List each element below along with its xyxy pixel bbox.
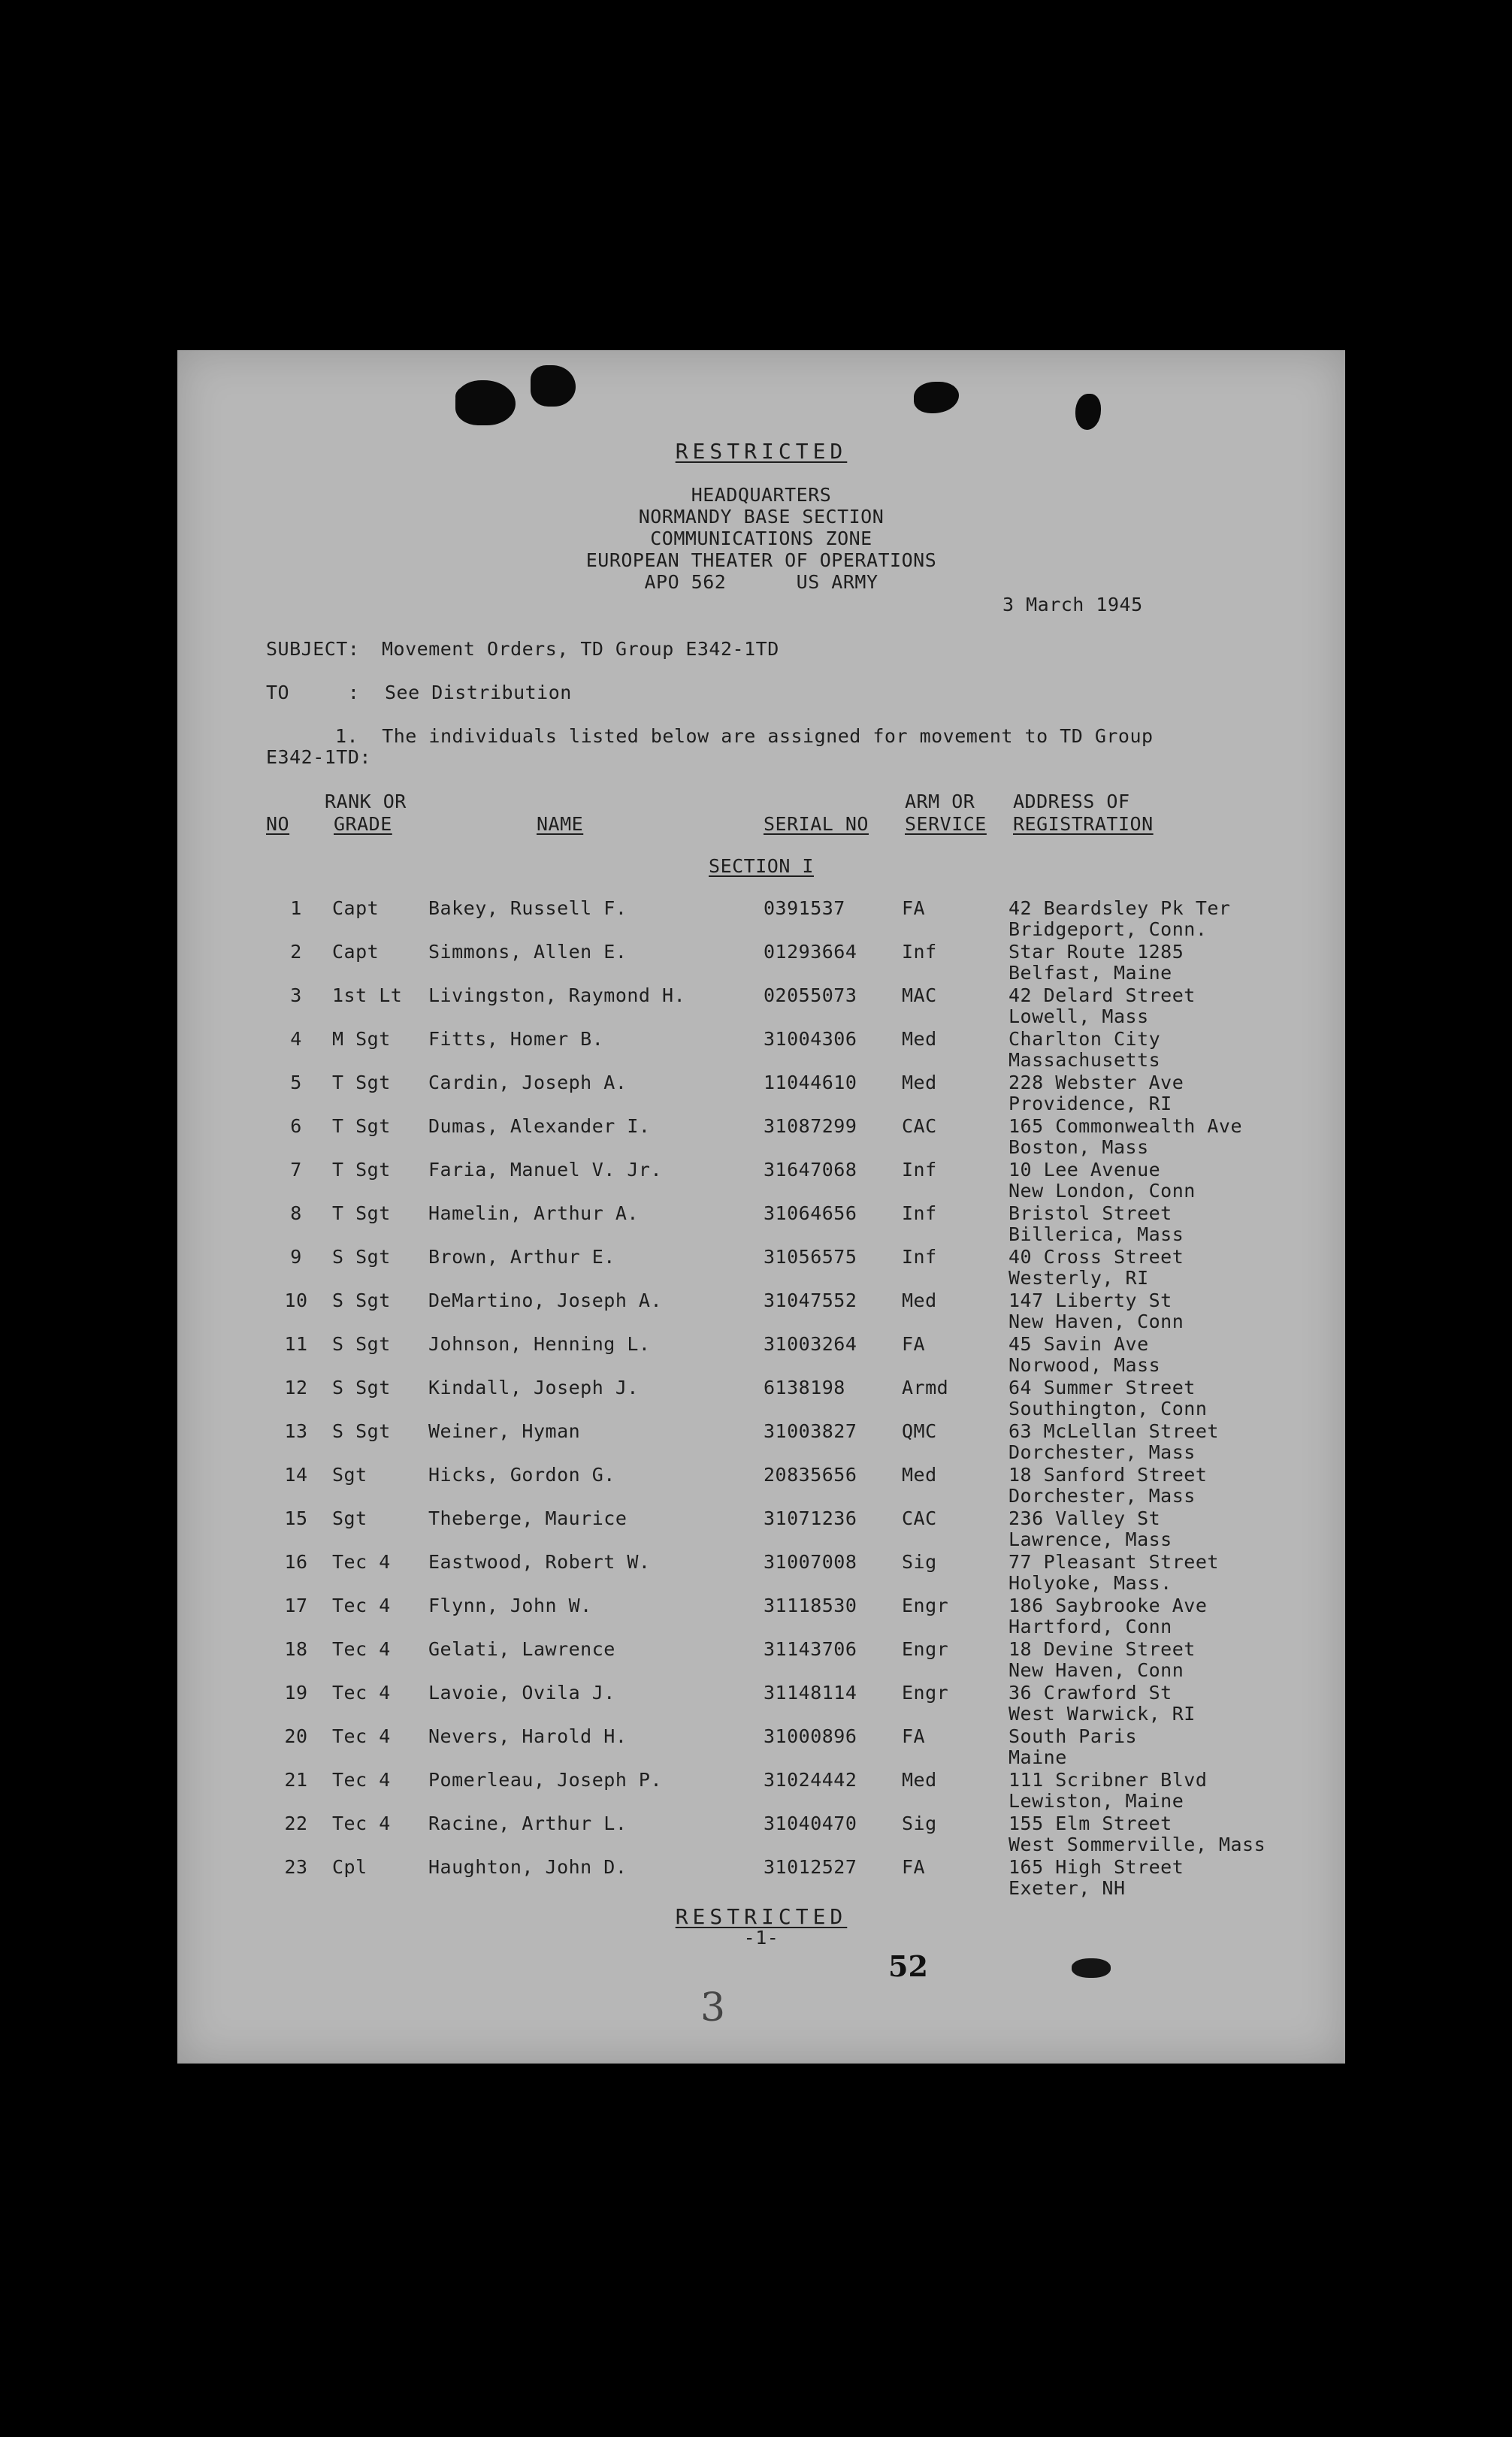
row-number: 7 — [290, 1159, 302, 1181]
row-number: 5 — [290, 1072, 302, 1093]
row-rank: S Sgt — [332, 1290, 391, 1311]
row-serial: 31148114 — [764, 1682, 857, 1704]
row-address-line-2: Southington, Conn — [1009, 1398, 1208, 1420]
row-rank: M Sgt — [332, 1028, 391, 1050]
to-text: See Distribution — [385, 682, 572, 703]
punch-hole-center — [914, 382, 959, 413]
row-name: Dumas, Alexander I. — [428, 1115, 651, 1137]
row-arm-service: QMC — [902, 1420, 937, 1442]
row-rank: S Sgt — [332, 1377, 391, 1398]
row-rank: Tec 4 — [332, 1813, 391, 1834]
row-serial: 6138198 — [764, 1377, 845, 1398]
row-name: Brown, Arthur E. — [428, 1246, 615, 1268]
subject-label: SUBJECT: — [266, 638, 360, 660]
row-rank: Capt — [332, 941, 380, 963]
row-rank: T Sgt — [332, 1072, 391, 1093]
row-arm-service: Engr — [902, 1638, 949, 1660]
row-number: 8 — [290, 1202, 302, 1224]
col-header-arm-2: SERVICE — [905, 813, 987, 835]
row-number: 16 — [284, 1551, 308, 1573]
row-address-line-1: 236 Valley St — [1009, 1507, 1161, 1529]
row-serial: 31071236 — [764, 1507, 857, 1529]
col-header-rank-1: RANK OR — [325, 791, 407, 812]
row-serial: 31007008 — [764, 1551, 857, 1573]
row-name: Theberge, Maurice — [428, 1507, 627, 1529]
row-serial: 31056575 — [764, 1246, 857, 1268]
row-serial: 31087299 — [764, 1115, 857, 1137]
row-serial: 31647068 — [764, 1159, 857, 1181]
row-name: Gelati, Lawrence — [428, 1638, 615, 1660]
col-header-name: NAME — [537, 813, 584, 835]
row-address-line-2: Billerica, Mass — [1009, 1223, 1184, 1245]
torn-hole-left-2 — [531, 365, 576, 407]
row-serial: 20835656 — [764, 1464, 857, 1486]
row-address-line-2: Massachusetts — [1009, 1049, 1161, 1071]
paragraph-1-line-2: E342-1TD: — [266, 746, 371, 768]
col-header-arm-1: ARM OR — [905, 791, 975, 812]
row-rank: T Sgt — [332, 1159, 391, 1181]
ink-blot — [1072, 1958, 1111, 1978]
row-arm-service: Inf — [902, 941, 937, 963]
row-address-line-1: 40 Cross Street — [1009, 1246, 1184, 1268]
row-arm-service: Engr — [902, 1682, 949, 1704]
row-name: Kindall, Joseph J. — [428, 1377, 639, 1398]
row-number: 2 — [290, 941, 302, 963]
row-number: 12 — [284, 1377, 308, 1398]
row-address-line-2: Exeter, NH — [1009, 1877, 1126, 1899]
row-serial: 31047552 — [764, 1290, 857, 1311]
row-address-line-1: 186 Saybrooke Ave — [1009, 1595, 1208, 1616]
classification-top: RESTRICTED — [675, 439, 848, 464]
row-name: Eastwood, Robert W. — [428, 1551, 651, 1573]
header-line-4: EUROPEAN THEATER OF OPERATIONS — [585, 549, 937, 571]
row-address-line-2: Boston, Mass — [1009, 1136, 1149, 1158]
row-address-line-2: West Sommerville, Mass — [1009, 1834, 1266, 1855]
row-address-line-2: Belfast, Maine — [1009, 962, 1172, 984]
row-name: Simmons, Allen E. — [428, 941, 627, 963]
row-number: 3 — [290, 984, 302, 1006]
row-rank: Tec 4 — [332, 1551, 391, 1573]
row-number: 20 — [284, 1725, 308, 1747]
row-address-line-1: Bristol Street — [1009, 1202, 1172, 1224]
punch-hole-left — [455, 386, 478, 407]
row-name: Cardin, Joseph A. — [428, 1072, 627, 1093]
row-arm-service: FA — [902, 1725, 926, 1747]
row-address-line-1: 42 Beardsley Pk Ter — [1009, 897, 1231, 919]
row-address-line-1: 18 Devine Street — [1009, 1638, 1196, 1660]
row-serial: 02055073 — [764, 984, 857, 1006]
col-header-serial: SERIAL NO — [764, 813, 869, 835]
row-name: Nevers, Harold H. — [428, 1725, 627, 1747]
row-rank: Tec 4 — [332, 1595, 391, 1616]
row-arm-service: Sig — [902, 1813, 937, 1834]
row-address-line-1: Charlton City — [1009, 1028, 1161, 1050]
row-address-line-2: Dorchester, Mass — [1009, 1485, 1196, 1507]
row-arm-service: CAC — [902, 1507, 937, 1529]
row-number: 13 — [284, 1420, 308, 1442]
header-line-5: APO 562 US ARMY — [644, 571, 878, 593]
row-address-line-1: 64 Summer Street — [1009, 1377, 1196, 1398]
header-line-1: HEADQUARTERS — [691, 484, 832, 506]
row-serial: 31024442 — [764, 1769, 857, 1791]
row-address-line-2: Hartford, Conn — [1009, 1616, 1172, 1637]
row-address-line-1: 42 Delard Street — [1009, 984, 1196, 1006]
row-name: Flynn, John W. — [428, 1595, 592, 1616]
row-address-line-1: Star Route 1285 — [1009, 941, 1184, 963]
row-serial: 31143706 — [764, 1638, 857, 1660]
row-rank: Cpl — [332, 1856, 367, 1878]
col-header-address-2: REGISTRATION — [1013, 813, 1154, 835]
col-header-no: NO — [266, 813, 290, 835]
row-rank: Tec 4 — [332, 1769, 391, 1791]
row-arm-service: Med — [902, 1290, 937, 1311]
row-address-line-2: Lewiston, Maine — [1009, 1790, 1184, 1812]
row-name: Fitts, Homer B. — [428, 1028, 604, 1050]
row-rank: Capt — [332, 897, 380, 919]
row-rank: Sgt — [332, 1507, 367, 1529]
row-name: Hamelin, Arthur A. — [428, 1202, 639, 1224]
row-rank: T Sgt — [332, 1115, 391, 1137]
row-rank: Sgt — [332, 1464, 367, 1486]
row-address-line-1: 18 Sanford Street — [1009, 1464, 1208, 1486]
page-number: -1- — [743, 1927, 779, 1949]
row-address-line-2: Norwood, Mass — [1009, 1354, 1161, 1376]
row-address-line-1: 165 High Street — [1009, 1856, 1184, 1878]
row-rank: S Sgt — [332, 1420, 391, 1442]
to-label: TO : — [266, 682, 360, 703]
row-arm-service: Sig — [902, 1551, 937, 1573]
row-rank: S Sgt — [332, 1333, 391, 1355]
row-address-line-2: New Haven, Conn — [1009, 1311, 1184, 1332]
row-name: Pomerleau, Joseph P. — [428, 1769, 663, 1791]
row-address-line-2: Westerly, RI — [1009, 1267, 1149, 1289]
row-serial: 31064656 — [764, 1202, 857, 1224]
row-serial: 31004306 — [764, 1028, 857, 1050]
row-address-line-2: Maine — [1009, 1746, 1067, 1768]
row-name: Hicks, Gordon G. — [428, 1464, 615, 1486]
classification-bottom: RESTRICTED — [675, 1904, 848, 1929]
row-rank: Tec 4 — [332, 1638, 391, 1660]
row-address-line-2: Lowell, Mass — [1009, 1005, 1149, 1027]
row-address-line-1: 165 Commonwealth Ave — [1009, 1115, 1243, 1137]
header-line-2: NORMANDY BASE SECTION — [638, 506, 885, 528]
row-serial: 31118530 — [764, 1595, 857, 1616]
row-name: Livingston, Raymond H. — [428, 984, 686, 1006]
row-number: 19 — [284, 1682, 308, 1704]
row-address-line-2: Dorchester, Mass — [1009, 1441, 1196, 1463]
row-address-line-2: New Haven, Conn — [1009, 1659, 1184, 1681]
row-name: DeMartino, Joseph A. — [428, 1290, 663, 1311]
row-address-line-1: South Paris — [1009, 1725, 1138, 1747]
paragraph-1-line-1: 1. The individuals listed below are assigned for movement to TD Group — [335, 725, 1154, 747]
document-page — [177, 350, 1345, 2064]
row-address-line-2: West Warwick, RI — [1009, 1703, 1196, 1725]
row-address-line-2: Lawrence, Mass — [1009, 1528, 1172, 1550]
row-name: Bakey, Russell F. — [428, 897, 627, 919]
row-arm-service: CAC — [902, 1115, 937, 1137]
row-rank: Tec 4 — [332, 1725, 391, 1747]
document-date: 3 March 1945 — [1002, 594, 1143, 615]
row-address-line-2: Providence, RI — [1009, 1093, 1172, 1114]
row-arm-service: Med — [902, 1072, 937, 1093]
row-name: Lavoie, Ovila J. — [428, 1682, 615, 1704]
row-address-line-1: 155 Elm Street — [1009, 1813, 1172, 1834]
row-arm-service: Inf — [902, 1246, 937, 1268]
row-arm-service: MAC — [902, 984, 937, 1006]
col-header-address-1: ADDRESS OF — [1013, 791, 1130, 812]
row-address-line-2: Holyoke, Mass. — [1009, 1572, 1172, 1594]
row-name: Haughton, John D. — [428, 1856, 627, 1878]
row-arm-service: Med — [902, 1769, 937, 1791]
row-number: 6 — [290, 1115, 302, 1137]
row-address-line-1: 36 Crawford St — [1009, 1682, 1172, 1704]
row-arm-service: Inf — [902, 1159, 937, 1181]
row-address-line-1: 111 Scribner Blvd — [1009, 1769, 1208, 1791]
row-arm-service: FA — [902, 897, 926, 919]
row-arm-service: Med — [902, 1464, 937, 1486]
row-arm-service: FA — [902, 1333, 926, 1355]
row-arm-service: FA — [902, 1856, 926, 1878]
row-serial: 0391537 — [764, 897, 845, 919]
row-number: 15 — [284, 1507, 308, 1529]
row-number: 14 — [284, 1464, 308, 1486]
handwritten-mark: 3 — [700, 1985, 726, 2030]
row-address-line-1: 10 Lee Avenue — [1009, 1159, 1161, 1181]
row-arm-service: Inf — [902, 1202, 937, 1224]
row-number: 4 — [290, 1028, 302, 1050]
row-arm-service: Engr — [902, 1595, 949, 1616]
row-number: 21 — [284, 1769, 308, 1791]
row-rank: T Sgt — [332, 1202, 391, 1224]
row-address-line-2: Bridgeport, Conn. — [1009, 918, 1208, 940]
row-serial: 31012527 — [764, 1856, 857, 1878]
row-address-line-1: 63 McLellan Street — [1009, 1420, 1219, 1442]
row-number: 11 — [284, 1333, 308, 1355]
row-number: 1 — [290, 897, 302, 919]
row-number: 22 — [284, 1813, 308, 1834]
row-name: Faria, Manuel V. Jr. — [428, 1159, 663, 1181]
row-serial: 01293664 — [764, 941, 857, 963]
row-rank: 1st Lt — [332, 984, 403, 1006]
row-name: Weiner, Hyman — [428, 1420, 581, 1442]
row-rank: Tec 4 — [332, 1682, 391, 1704]
row-rank: S Sgt — [332, 1246, 391, 1268]
row-arm-service: Med — [902, 1028, 937, 1050]
row-name: Johnson, Henning L. — [428, 1333, 651, 1355]
row-arm-service: Armd — [902, 1377, 949, 1398]
row-address-line-1: 45 Savin Ave — [1009, 1333, 1149, 1355]
row-serial: 31003827 — [764, 1420, 857, 1442]
row-serial: 11044610 — [764, 1072, 857, 1093]
row-name: Racine, Arthur L. — [428, 1813, 627, 1834]
section-title: SECTION I — [709, 855, 814, 877]
row-serial: 31003264 — [764, 1333, 857, 1355]
row-number: 10 — [284, 1290, 308, 1311]
row-address-line-2: New London, Conn — [1009, 1180, 1196, 1202]
header-line-3: COMMUNICATIONS ZONE — [650, 528, 872, 549]
row-number: 9 — [290, 1246, 302, 1268]
subject-text: Movement Orders, TD Group E342-1TD — [382, 638, 779, 660]
stamped-number: 52 — [888, 1949, 928, 1983]
row-number: 23 — [284, 1856, 308, 1878]
row-serial: 31000896 — [764, 1725, 857, 1747]
row-address-line-1: 77 Pleasant Street — [1009, 1551, 1219, 1573]
row-number: 17 — [284, 1595, 308, 1616]
row-address-line-1: 228 Webster Ave — [1009, 1072, 1184, 1093]
punch-hole-right — [1075, 394, 1101, 430]
col-header-rank-2: GRADE — [334, 813, 392, 835]
row-number: 18 — [284, 1638, 308, 1660]
row-serial: 31040470 — [764, 1813, 857, 1834]
row-address-line-1: 147 Liberty St — [1009, 1290, 1172, 1311]
